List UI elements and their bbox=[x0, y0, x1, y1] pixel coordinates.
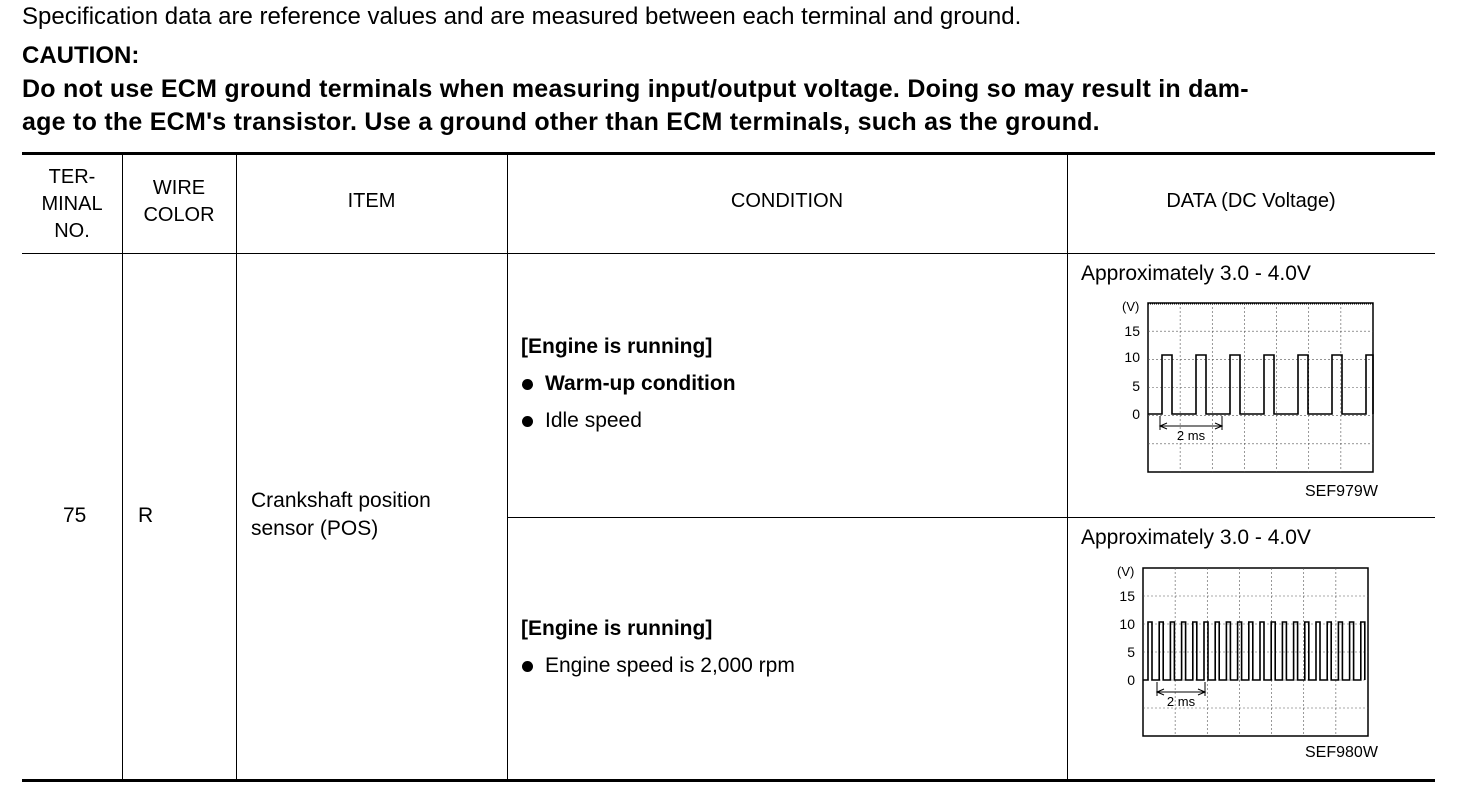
wire-color: R bbox=[138, 504, 154, 527]
condition-divider bbox=[507, 517, 1435, 518]
scope-y-tick: 5 bbox=[1127, 644, 1135, 660]
header-wire-line-1: WIRE bbox=[152, 176, 206, 199]
condition-1-bullet-2: Idle speed bbox=[522, 407, 642, 435]
header-terminal-no bbox=[22, 155, 122, 253]
header-data: DATA (DC Voltage) bbox=[1166, 190, 1336, 212]
time-marker-label: 2 ms bbox=[1166, 694, 1196, 709]
scope-y-tick: 15 bbox=[1119, 588, 1135, 604]
caution-label: CAUTION: bbox=[22, 42, 140, 69]
scope-y-tick: 0 bbox=[1127, 672, 1135, 688]
header-terminal-line-1: TER- bbox=[48, 165, 96, 188]
caution-line-2: age to the ECM's transistor. Use a ground other than ECM terminals, such as the ground. bbox=[22, 108, 1100, 136]
time-marker-label: 2 ms bbox=[1176, 428, 1206, 443]
terminal-number: 75 bbox=[63, 504, 87, 527]
header-wire-line-2: COLOR bbox=[143, 203, 215, 226]
item-line-2: sensor (POS) bbox=[251, 517, 379, 540]
scope-unit-label: (V) bbox=[1122, 299, 1140, 314]
header-terminal-line-2: MINAL bbox=[41, 192, 103, 215]
header-terminal-line-3: NO. bbox=[54, 219, 90, 242]
col-divider-3 bbox=[507, 155, 508, 780]
bullet-icon bbox=[522, 379, 533, 390]
bullet-icon bbox=[522, 661, 533, 672]
scope-y-tick: 0 bbox=[1132, 406, 1140, 422]
header-wire-color bbox=[122, 155, 236, 248]
table-bottom-rule bbox=[22, 779, 1435, 782]
scope-y-tick: 15 bbox=[1124, 323, 1140, 339]
header-item: ITEM bbox=[347, 190, 396, 212]
waveform-scope-2000rpm bbox=[1112, 558, 1374, 740]
item-name bbox=[251, 487, 431, 543]
scope-y-tick: 10 bbox=[1124, 349, 1140, 365]
condition-1-bullet-1: Warm-up condition bbox=[522, 370, 736, 398]
item-line-1: Crankshaft position bbox=[251, 489, 431, 512]
figure-code-1: SEF979W bbox=[1305, 483, 1378, 500]
header-condition: CONDITION bbox=[730, 190, 844, 212]
col-divider-1 bbox=[122, 155, 123, 780]
scope-unit-label: (V) bbox=[1117, 564, 1135, 579]
figure-code-2: SEF980W bbox=[1305, 744, 1378, 761]
col-divider-2 bbox=[236, 155, 237, 780]
waveform-scope-idle bbox=[1115, 294, 1380, 474]
caution-text bbox=[22, 73, 1442, 139]
scope-y-tick: 5 bbox=[1132, 378, 1140, 394]
scope-y-tick: 10 bbox=[1119, 616, 1135, 632]
data-1-text: Approximately 3.0 - 4.0V bbox=[1081, 262, 1311, 285]
caution-line-1: Do not use ECM ground terminals when measuring input/output voltage. Doing so may result in dam- bbox=[22, 75, 1249, 103]
data-2-text: Approximately 3.0 - 4.0V bbox=[1081, 526, 1311, 549]
bullet-icon bbox=[522, 416, 533, 427]
condition-2-heading: [Engine is running] bbox=[521, 617, 713, 640]
intro-text: Specification data are reference values and are measured between each terminal and ground. bbox=[22, 3, 1022, 30]
condition-2-bullet-1: Engine speed is 2,000 rpm bbox=[522, 652, 795, 680]
condition-1-heading: [Engine is running] bbox=[521, 335, 713, 358]
col-divider-4 bbox=[1067, 155, 1068, 780]
header-bottom-rule bbox=[22, 253, 1435, 254]
